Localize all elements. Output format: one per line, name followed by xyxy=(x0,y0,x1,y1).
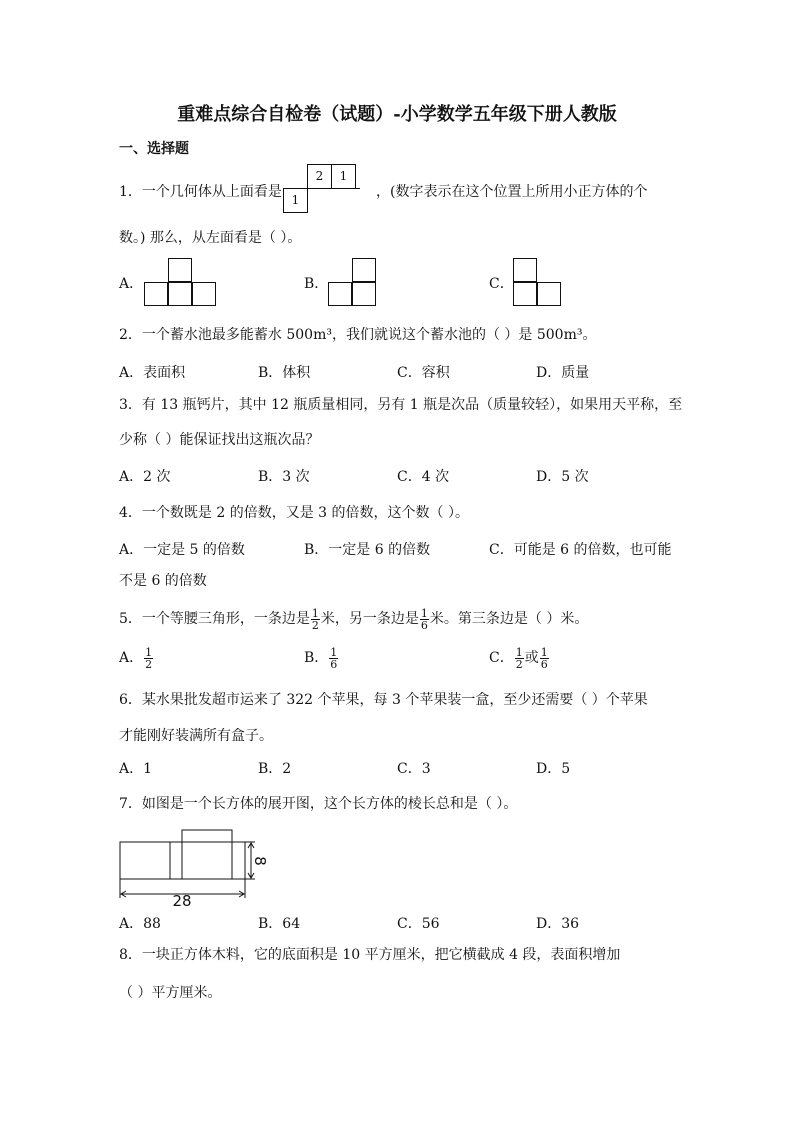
q3-option-d[interactable]: D．5 次 xyxy=(536,469,589,485)
height-dimension-label: 8 xyxy=(251,856,269,866)
q5-text-part1: 5．一个等腰三角形，一条边是 xyxy=(119,611,310,627)
q5-option-c-fraction-2 xyxy=(540,647,549,670)
q5-fraction-1 xyxy=(311,608,320,631)
q3-option-b[interactable]: B．3 次 xyxy=(258,469,310,485)
q5-or-word: 或 xyxy=(524,650,539,666)
q5-option-c[interactable] xyxy=(489,645,550,671)
q5-fraction-2 xyxy=(420,608,429,631)
q1-text-post: ，(数字表示在这个位置上所用小正方体的个 xyxy=(376,184,648,200)
q2-option-c[interactable]: C．容积 xyxy=(397,365,450,381)
option-label: A． xyxy=(119,650,144,666)
q5-option-a[interactable] xyxy=(119,645,154,671)
q3-option-c[interactable]: C．4 次 xyxy=(397,469,450,485)
fraction-denominator: 6 xyxy=(330,657,338,671)
fraction-numerator: 1 xyxy=(420,606,428,620)
q5-text xyxy=(119,606,588,632)
q1-top-cell: 1 xyxy=(331,164,356,189)
q4-option-c-continued: 不是 6 的倍数 xyxy=(119,573,207,589)
q6-text-line1: 6．某水果批发超市运来了 322 个苹果，每 3 个苹果装一盒，至少还需要（ ）个苹果 xyxy=(119,692,648,708)
q5-option-b[interactable] xyxy=(304,645,339,671)
q1-top-cell: 2 xyxy=(307,164,332,189)
q4-option-a[interactable]: A．一定是 5 的倍数 xyxy=(119,542,245,558)
q7-option-b[interactable]: B．64 xyxy=(258,916,301,932)
q5-option-b-fraction xyxy=(329,647,338,670)
q1-top-view-figure xyxy=(283,164,363,214)
option-label: B． xyxy=(304,650,329,666)
q8-text-line1: 8．一块正方体木料，它的底面积是 10 平方厘米，把它横截成 4 段，表面积增加 xyxy=(119,947,621,963)
q2-option-d[interactable]: D．质量 xyxy=(536,365,590,381)
q1-text-line2: 数。) 那么，从左面看是（ ）。 xyxy=(119,230,302,246)
q7-net-diagram xyxy=(115,826,269,910)
fraction-denominator: 6 xyxy=(540,657,548,671)
q7-option-a[interactable]: A．88 xyxy=(119,916,161,932)
q1-option-b-label[interactable]: B． xyxy=(304,276,329,292)
q1-option-a-label[interactable]: A． xyxy=(119,276,144,292)
width-dimension-label: 28 xyxy=(172,892,192,910)
q3-option-a[interactable]: A．2 次 xyxy=(119,469,171,485)
q2-option-a[interactable]: A．表面积 xyxy=(119,365,186,381)
q7-text: 7．如图是一个长方体的展开图，这个长方体的棱长总和是（ ）。 xyxy=(119,796,518,812)
q6-option-a[interactable]: A．1 xyxy=(119,761,153,777)
q4-option-c[interactable]: C．可能是 6 的倍数，也可能 xyxy=(489,542,672,558)
q5-text-part2: 米，另一条边是 xyxy=(320,611,419,627)
section-heading: 一、选择题 xyxy=(119,141,189,157)
q7-option-d[interactable]: D．36 xyxy=(536,916,580,932)
fraction-numerator: 1 xyxy=(540,645,548,659)
fraction-numerator: 1 xyxy=(515,645,523,659)
q2-option-b[interactable]: B．体积 xyxy=(258,365,311,381)
fraction-numerator: 1 xyxy=(145,645,153,659)
q3-text-line1: 3．有 13 瓶钙片，其中 12 瓶质量相同，另有 1 瓶是次品（质量较轻），如果用天平称，至 xyxy=(119,397,683,413)
q5-option-a-fraction xyxy=(144,647,153,670)
q1-top-cell: 1 xyxy=(283,188,308,213)
net-top-face xyxy=(182,830,232,842)
q6-option-c[interactable]: C．3 xyxy=(397,761,431,777)
q6-text-line2: 才能刚好装满所有盒子。 xyxy=(119,728,273,744)
fraction-denominator: 2 xyxy=(145,657,153,671)
fraction-denominator: 2 xyxy=(311,618,319,632)
q6-option-d[interactable]: D．5 xyxy=(536,761,571,777)
q2-text: 2．一个蓄水池最多能蓄水 500m³，我们就说这个蓄水池的（ ）是 500m³。 xyxy=(119,327,597,343)
q7-option-c[interactable]: C．56 xyxy=(397,916,440,932)
q4-text: 4．一个数既是 2 的倍数，又是 3 的倍数，这个数（ ）。 xyxy=(119,505,469,521)
fraction-numerator: 1 xyxy=(330,645,338,659)
option-label: C． xyxy=(489,650,514,666)
fraction-denominator: 6 xyxy=(420,618,428,632)
q4-option-b[interactable]: B．一定是 6 的倍数 xyxy=(304,542,431,558)
q3-text-line2: 少称（ ）能保证找出这瓶次品？ xyxy=(119,432,320,448)
q8-text-line2: （ ）平方厘米。 xyxy=(119,985,222,1001)
q5-option-c-fraction-1 xyxy=(515,647,524,670)
fraction-numerator: 1 xyxy=(311,606,319,620)
q1-option-c-label[interactable]: C． xyxy=(489,276,514,292)
q1-text-pre: 1．一个几何体从上面看是 xyxy=(119,184,282,200)
q5-text-part3: 米。第三条边是（ ）米。 xyxy=(429,611,589,627)
page-title: 重难点综合自检卷（试题）-小学数学五年级下册人教版 xyxy=(177,104,617,125)
q1-top-edge xyxy=(355,188,360,189)
fraction-denominator: 2 xyxy=(515,657,523,671)
q6-option-b[interactable]: B．2 xyxy=(258,761,292,777)
